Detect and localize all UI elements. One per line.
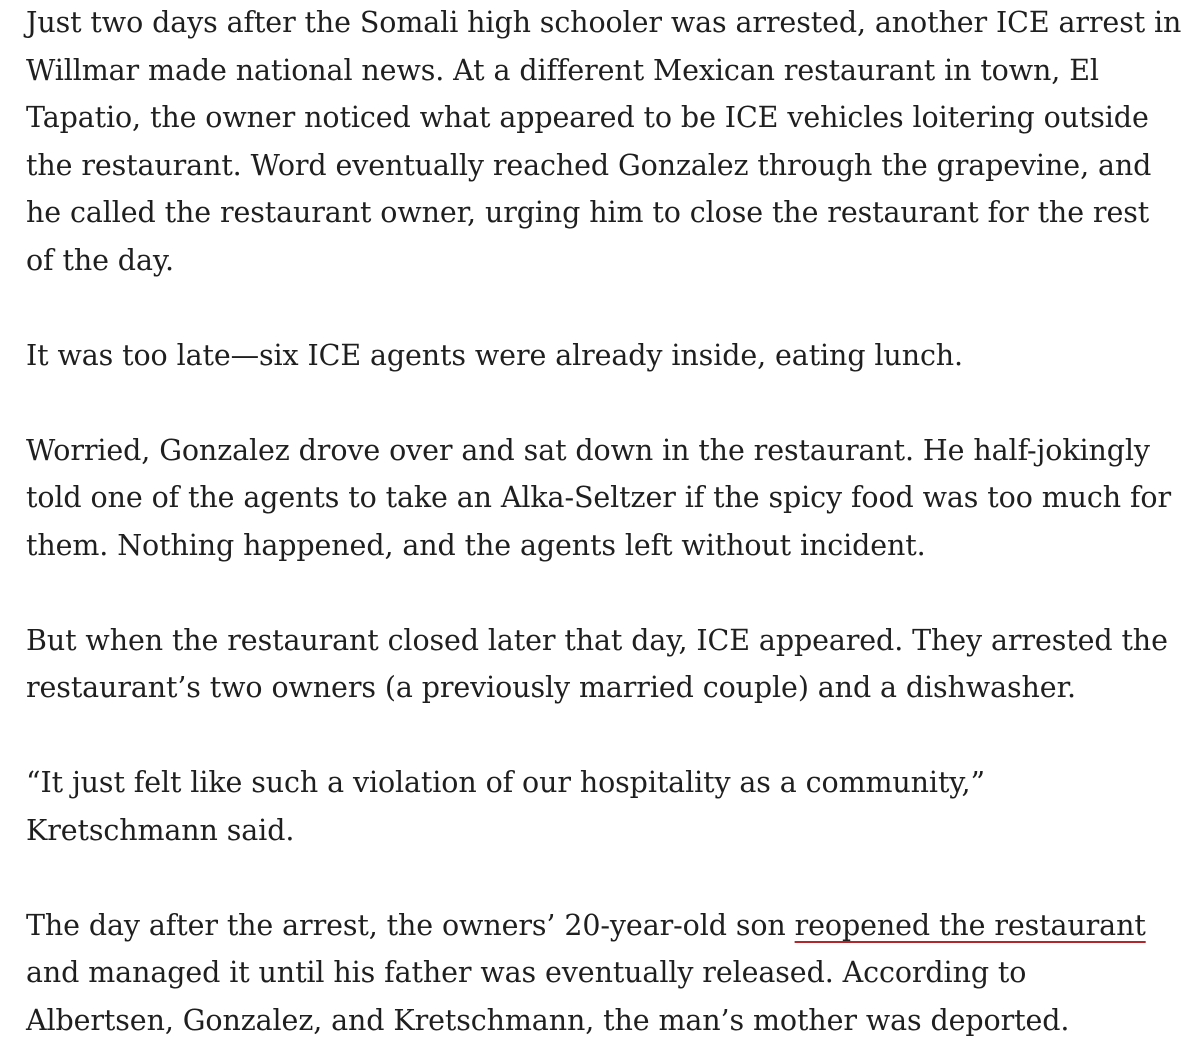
paragraph-reopened-text-start: The day after the arrest, the owners’ 20-year-old son xyxy=(26,908,795,942)
paragraph-gonzalez-visit: Worried, Gonzalez drove over and sat down in the restaurant. He half-jokingly told one of the agents to take an Alka-Seltzer if the spicy food was too much for them. Nothing happened, and the agents left without incident. xyxy=(26,433,1172,562)
paragraph-reopened xyxy=(26,902,1182,1045)
paragraph-arrests: But when the restaurant closed later that day, ICE appeared. They arrested the restaurant’s two owners (a previously married couple) and a dishwasher. xyxy=(26,623,1168,704)
paragraph-el-tapatio: Just two days after the Somali high schooler was arrested, another ICE arrest in Willmar made national news. At a different Mexican restaurant in town, El Tapatio, the owner noticed what appeared to be ICE vehicles loitering outside the restaurant. Word eventually reached Gonzalez through the grapevine, and he called the restaurant owner, urging him to close the restaurant for the rest of the day. xyxy=(26,6,1182,277)
reopened-restaurant-link[interactable]: reopened the restaurant xyxy=(794,908,1146,942)
paragraph-reopened-text-end: and managed it until his father was eventually released. According to Albertsen, Gonzalez, and Kretschmann, the man’s mother was deported. xyxy=(26,956,1070,1037)
paragraph-kretschmann-quote: “It just felt like such a violation of our hospitality as a community,” Kretschmann said. xyxy=(26,766,985,847)
paragraph-too-late: It was too late—six ICE agents were already inside, eating lunch. xyxy=(26,338,964,372)
